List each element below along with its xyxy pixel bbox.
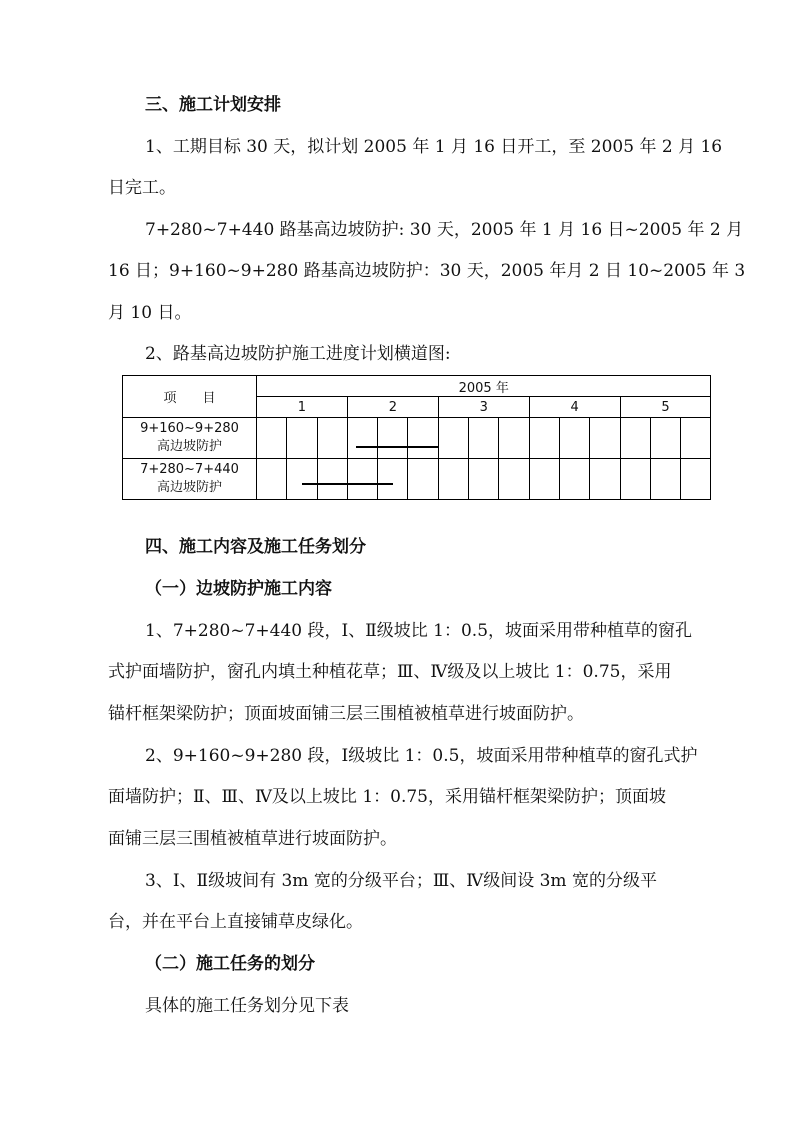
header-month-4: 4	[529, 397, 620, 418]
content-2-line-3: 面铺三层三围植被植草进行坡面防护。	[108, 829, 397, 849]
subsection-1-title: （一）边坡防护施工内容	[145, 579, 332, 599]
header-month-1: 1	[257, 397, 348, 418]
header-year-cell: 2005 年	[257, 376, 711, 397]
subsection-2-title: （二）施工任务的划分	[145, 954, 315, 974]
gantt-bar	[302, 483, 393, 485]
content-1-line-2: 式护面墙防护，窗孔内填土种植花草；Ⅲ、Ⅳ级及以上坡比 1：0.75，采用	[108, 662, 672, 682]
content-3-line-2: 台，并在平台上直接铺草皮绿化。	[108, 912, 363, 932]
row-label	[123, 418, 257, 459]
content-2-line-1: 2、9+160~9+280 段，Ⅰ级坡比 1：0.5，坡面采用带种植草的窗孔式护	[145, 746, 698, 766]
content-3-line-1: 3、Ⅰ、Ⅱ级坡间有 3m 宽的分级平台；Ⅲ、Ⅳ级间设 3m 宽的分级平	[145, 871, 657, 891]
subsection-2-text: 具体的施工任务划分见下表	[145, 996, 349, 1016]
header-month-3: 3	[438, 397, 529, 418]
row-label-line-2: 高边坡防护	[156, 480, 222, 495]
gantt-table	[122, 375, 711, 500]
gantt-bar	[356, 446, 438, 448]
paragraph-1-line-2: 日完工。	[108, 178, 176, 198]
content-1-line-1: 1、7+280~7+440 段，Ⅰ、Ⅱ级坡比 1：0.5，坡面采用带种植草的窗孔	[145, 621, 693, 641]
row-label-line-1: 7+280~7+440	[140, 462, 239, 477]
section-4-title: 四、施工内容及施工任务划分	[145, 537, 366, 557]
paragraph-2-line-1: 7+280~7+440 路基高边坡防护: 30 天，2005 年 1 月 16 日~2005 年 2 月	[145, 220, 744, 240]
row-label-line-2: 高边坡防护	[156, 439, 222, 454]
paragraph-1-line-1: 1、工期目标 30 天，拟计划 2005 年 1 月 16 日开工，至 2005 年 2 月 16	[145, 137, 723, 157]
header-month-5: 5	[620, 397, 711, 418]
gantt-row	[123, 418, 711, 459]
row-label-line-1: 9+160~9+280	[140, 421, 239, 436]
header-month-2: 2	[347, 397, 438, 418]
content-1-line-3: 锚杆框架梁防护；顶面坡面铺三层三围植被植草进行坡面防护。	[108, 704, 584, 724]
row-label	[123, 459, 257, 500]
paragraph-3: 2、路基高边坡防护施工进度计划横道图:	[145, 344, 451, 364]
gantt-row	[123, 459, 711, 500]
paragraph-2-line-3: 月 10 日。	[108, 303, 192, 323]
header-item-cell: 项 目	[123, 376, 257, 418]
section-3-title: 三、施工计划安排	[145, 95, 281, 115]
paragraph-2-line-2: 16 日；9+160~9+280 路基高边坡防护：30 天，2005 年月 2 日 10~2005 年 3	[108, 261, 746, 281]
content-2-line-2: 面墙防护；Ⅱ、Ⅲ、Ⅳ及以上坡比 1：0.75，采用锚杆框架梁防护；顶面坡	[108, 787, 667, 807]
